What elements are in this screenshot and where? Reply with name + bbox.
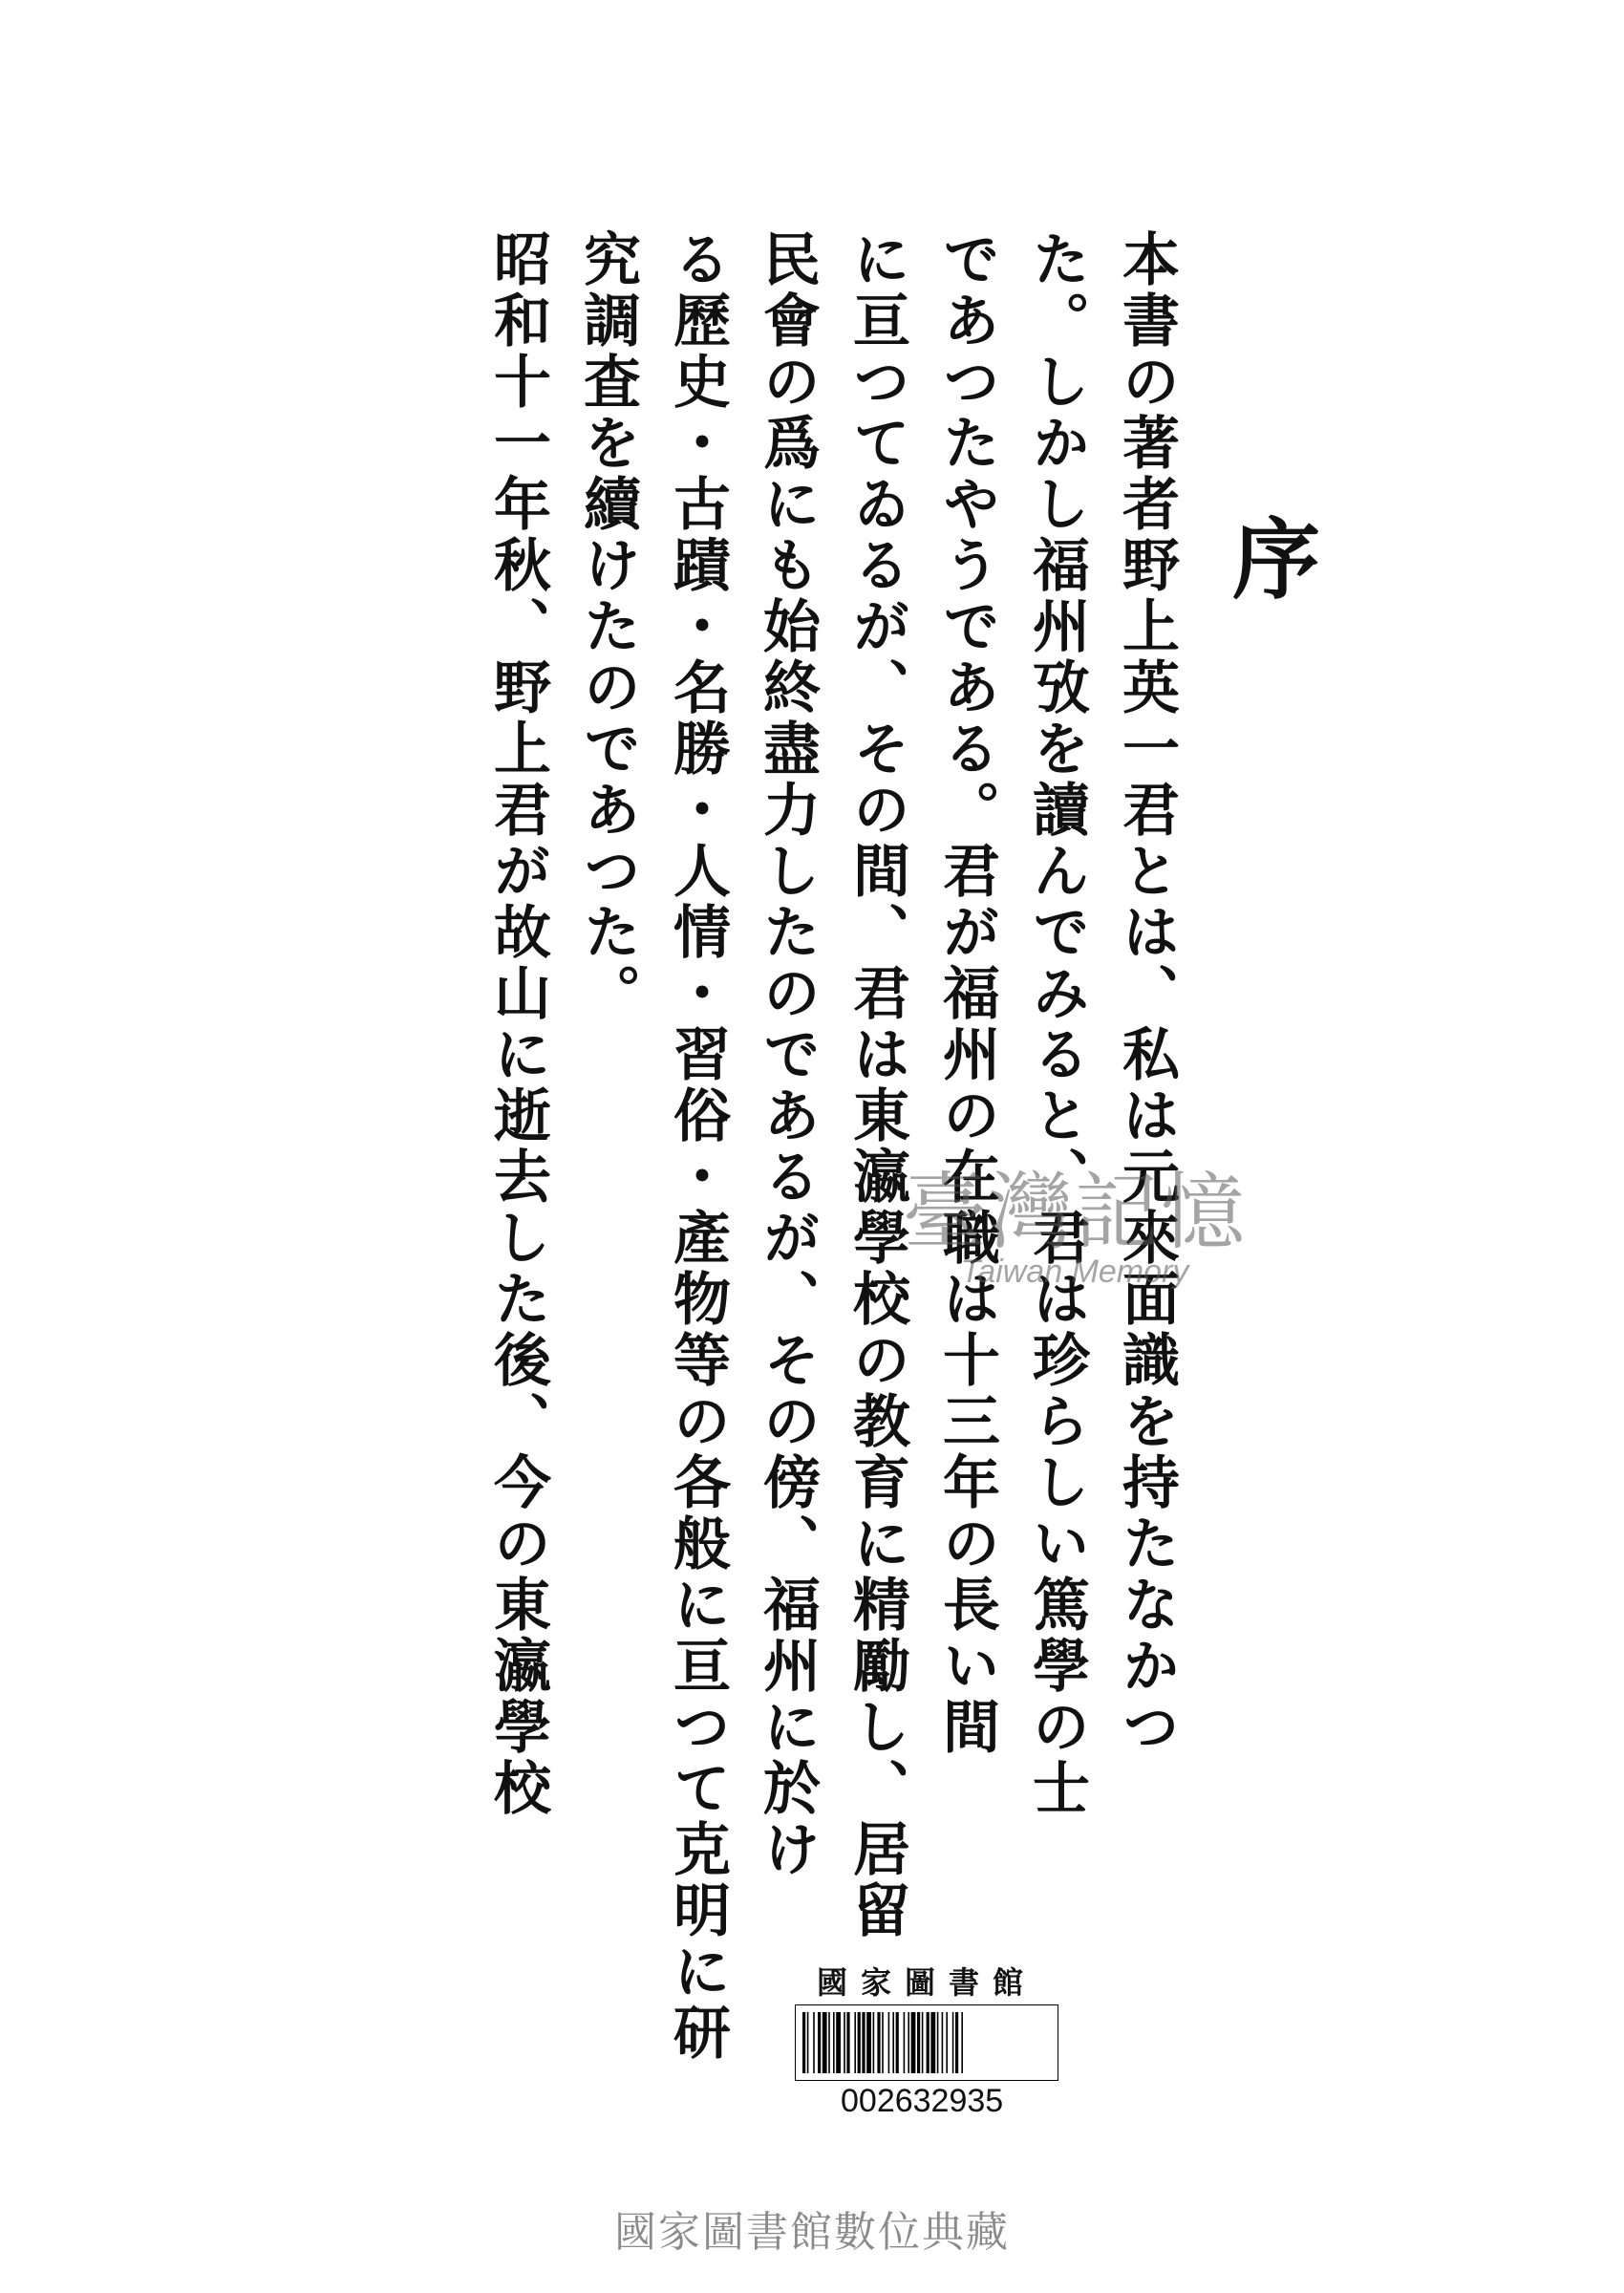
text-column-4: に亘つてゐるが、その間、君は東瀛學校の教育に精勵し、居留 [844,229,910,1941]
library-barcode-stamp [783,1959,1070,2126]
text-column-3: であつたやうである。君が福州の在職は十三年の長い間 [933,229,1000,1758]
page-title: 序 [1232,508,1321,611]
footer-caption: 國家圖書館數位典藏 [614,2208,1010,2257]
text-column-1: 本書の著者野上英一君とは、私は元來面識を持たなかつ [1113,229,1180,1758]
watermark-sub-text: Taiwan Memory [960,1254,1189,1290]
barcode-number: 002632935 [841,2083,1004,2119]
text-column-2: た。しかし福州攷を讀んでみると、君は珍らしい篤學の士 [1023,229,1090,1819]
barcode-image [795,2004,1058,2081]
text-column-7: 究調査を續けたのであつた。 [574,229,641,1024]
text-column-8: 昭和十一年秋、野上君が故山に逝去した後、今の東瀛學校 [484,229,551,1819]
watermark-main-text: 臺灣記憶 [902,1163,1247,1261]
stamp-label: 國家圖書館 [816,1964,1036,2001]
text-column-6: る歷史・古蹟・名勝・人情・習俗・產物等の各般に亘つて克明に研 [664,229,731,2064]
text-column-5: 民會の爲にも始終盡力したのであるが、その傍、福州に於け [754,229,821,1880]
